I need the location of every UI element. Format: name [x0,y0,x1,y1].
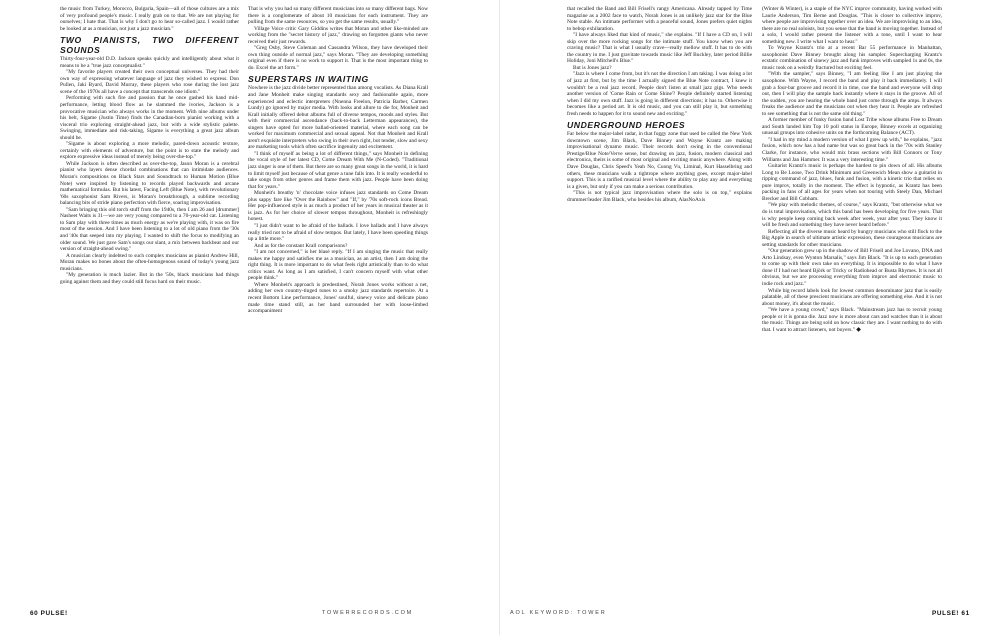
paragraph: "My generation is much lazier. But in the '50s, black musicians had things going against them and they could still focus hard on their music. [60,272,239,285]
right-folio: PULSE! 61 [932,610,970,617]
section-heading: UNDERGROUND HEROES [567,120,686,131]
paragraph: "I have always liked that kind of music," she explains. "If I have a CD on, I will skip over the more rocking songs for the intimate stuff. You know when you are craving music? That is what I usually crave—really mellow stuff. It has to do with the country in me. I just gravitate towards music like Jeff Buckley, later period Billie Holiday, Joni Mitchell's Blue." [567,32,752,65]
paragraph: "With the sampler," says Binney, "I am feeling like I am just playing the saxophone. With Wayne, I record the band and play it back immediately. I will grab a four-bar groove and record it in time, cue the band and everyone will drop out, then I will play the sample back instantly where it stays in the groove. All of the sudden, you are hearing the whole band just come through the amps. It always freaks the audience and the musicians out when they hear it. People are refreshed to see something that is not the same old thing." [762,71,942,117]
closing-paragraph: "We have a young crowd," says Black. "Mainstream jazz has to recruit young people or it is gonna die. Jazz now is more about cars and watches than it is about the music. Things are being sold on how classic they are. I want nothing to do with that. I want to attract listeners, not buyers." [762,307,942,333]
paragraph: "I am not concerned," is her blasé reply. "If I am singing the music that really makes me happy and satisfies me as a musician, as an artist, then I am doing the right thing. It is more important to do what feels right artistically than to do what critics want. As long as I am satisfied, I can't concern myself with what other people think." [248,249,428,282]
paragraph: That is why you had so many different musicians into so many different bags. Now there is a conglomerate of about 10 musicians for each instrument. They are pulling from the same resources, so you get the same results, usually." [248,6,428,26]
paragraph: While Jackson is often described as over-the-top, Jason Moran is a cerebral pianist who layers dense chordal combinations that can intimidate audiences. Moran's compositions on Black Stars and Soundtrack to Human Motion (Blue Note) were inspired by listening to records played backwards and arcane mathematical formulas. But his latest, Facing Left (Blue Note), with revolutionary '60s saxophonist Sam Rivers, is Moran's breakthrough, a sublime recording balancing bits of stride piano perfection with fierce, soaring improvisation. [60,160,239,207]
paragraph: "I just didn't want to be afraid of the ballads. I love ballads and I have always really tried not to be afraid of slow tempos. But lately, I have been speeding things up a little more." [248,222,428,243]
paragraph: (Winter & Winter), is a staple of the NYC improv community, having worked with Laurie Anderson, Tim Berne and Douglas. "This is closer to collective improv, where people are improvising together over an idea. We are improvising to an idea, there are no real soloists, but you sense that the band is moving together. Instead of a solo, I would rather present the listener with a tone, until I want to hear something new. I write what I want to hear." [762,6,942,45]
left-footer-url: TOWERRECORDS.COM [322,610,414,616]
paragraph: "Jazz is where I come from, but it's not the direction I am taking. I was doing a lot of jazz at first, but by the time I actually signed the Blue Note contract, I knew it wouldn't be a real jazz record. People don't listen at small jazz gigs. Who needs another version of 'Come Rain or Come Shine'? People definitely started listening when I did my own stuff. Jazz is going in different directions; it has to. Otherwise it becomes like a period art. It is old music, and you can still play it, but something fresh needs to happen for it to sound new and exciting." [567,71,752,117]
paragraph: Reflecting all the diverse music heard by hungry musicians who still flock to the Big Apple in search of ultimate artistic expression, these courageous musicians are setting standards for other musicians. [762,228,942,248]
paragraph: "We play with melodic themes, of course," says Krantz, "but otherwise what we do is total improvisation, which this band has been developing for five years. That is why people keep coming back week after week, year after year. They know it will be fresh and something they have never heard before." [762,202,942,229]
paragraph: Village Voice critic Gary Giddins writes that Moran and other like-minded are working from the "secret history of jazz," drawing on forgotten giants who never received their just rewards. [248,25,428,45]
right-footer-keyword: AOL KEYWORD: TOWER [510,610,607,616]
right-page-column-1 [567,6,752,598]
left-page-column-1 [60,6,239,598]
paragraph: A former member of funky fusion band Lost Tribe whose albums Free to Dream and South landed him Top 10 poll status in Europe, Binney excels at organizing unusual groups into cohesive units on the forthcoming Balance (ACT). [762,117,942,137]
paragraph: "Our generation grew up in the shadow of Bill Frisell and Joe Lovano, DNA and Arto Lindsay, even Wynton Marsalis," says Jim Black. "It is up to each generation to come up with their own take on everything. It is impossible to do what I have done if I had not heard Björk or Tricky or Radiohead or Busta Rhymes. It is not all obvious, but we are processing everything from improv and electronic music to indie rock and jazz." [762,248,942,287]
section-heading: SUPERSTARS IN WAITING [248,74,369,85]
paragraph: Nowhere is the jazz divide better represented than among vocalists. As Diana Krall and Jane Monheit make singing standards sexy and fashionable again, more experienced and eclectic interpreters (Nnenna Freelon, Patricia Barber, Carmen Lundy) go ignored by major media. With looks and allure to die for, Monheit and Krall initially offered debut albums full of diverse tempos, moods and styles. But with their commercial ascendance (back-to-back Letterman appearances), the singers have opted for more ballad-oriented material, where each song can be worked for maximum commercial and sexual appeal. Not that Monheit and Krall aren't exquisite interpreters who swing in their own right, but tender, slow and sexy are marketing tools which often sacrifice ingenuity and excitement. [248,85,428,151]
paragraph: that recalled the Band and Bill Frisell's rangy Americana. Already tapped by Time magazine as a 2002 face to watch, Norah Jones is an unlikely jazz star for the Blue Note stable. An intimate performer with a peaceful sound, Jones prefers quiet nights to bebop exhilaration. [567,6,752,32]
left-page-column-2 [248,6,428,598]
paragraph: "I think of myself as being a lot of different things," says Monheit in defining the vocal style of her latest CD, Come Dream With Me (N-Coded). "Traditional jazz singer is one of them. But there are so many great songs in the world, it is hard to limit myself just because of what genre a tune falls into. It is really wonderful to take songs from other genres and frame them with jazz. People have been doing that for years." [248,150,428,190]
paragraph: But is Jones jazz? [573,64,612,71]
paragraph: "My favorite players created their own conceptual universes. They had their own way of expressing whatever language of jazz they wished to express. Don Pullen, Jaki Byard, David Murray, these players who rose during the lost jazz scene of the 1970s all have a concept that transcends one idiom." [60,69,239,95]
right-page-column-2 [762,6,942,598]
paragraph: "Sam bringing this old torch stuff from the 1940s, then I am 26 and [drummer] Nasheet Waits is 31—we are very young compared to a 70-year-old cat. Listening to Sam play with three times as much energy as we're playing with, it was on fire most of the session. And I have been listening to a lot of old piano from the '30s and '40s that seeped into my playing. I wanted to shift the focus to modifying an older sound. We just gave Sam's songs our slant, a mix between backbeat and our version of straight-ahead swing." [60,206,239,253]
paragraph: And as for the constant Krall comparisons? [254,242,348,249]
paragraph: "Greg Osby, Steve Coleman and Cassandra Wilson, they have developed their own thing outside of normal jazz," says Moran. "They are developing something original even if there is no work to support it. That is the most important thing to do. Excel the art form." [248,45,428,71]
paragraph: A musician clearly indebted to such complex musicians as pianist Andrew Hill, Moran makes no bones about the often-homogenous sound of today's young jazz musicians. [60,252,239,272]
paragraph: Guitarist Krantz's music is perhaps the hardest to pin down of all. His albums Long to Be Loose, Two Drink Minimum and Greenwich Mean show a guitarist in ripping command of jazz, blues, funk and fusion, with a kinetic trio that relies on pure improv, totally in the moment. The effect is hypnotic, as Krantz has been packing in fans of all ages for years when not touring with Steely Dan, Michael Brecker and Bill Cobham. [762,163,942,202]
paragraph: Thirty-four-year-old D.D. Jackson speaks quickly and intelligently about what it means to be a "true jazz conceptualist." [60,56,239,69]
paragraph: Where Monheit's approach is predestined, Norah Jones works without a net, adding her own country-tinged tunes to a smoky jazz standards repertoire. At a recent Bottom Line performance, Jones' soulful, sinewy voice and delicate piano made time stand still, as her band surrounded her with loose-limbed accompaniment [248,281,428,315]
paragraph: "Sigame is about exploring a more melodic, pared-down acoustic texture, certainly with elements of adventure, but the point is to state the melody and explore expressive ideas instead of merely being over-the-top." [60,141,239,161]
section-heading: TWO PIANISTS, TWO DIFFERENT SOUNDS [60,35,239,56]
paragraph: "I had in my mind a modern version of what I grew up with," he explains, "jazz fusion, which now has a bad name but was so great back in the '70s with Stanley Clarke, for instance, who would mix brass sections with Bill Connors or Tony Williams and Jan Hammer. It was a very interesting time." [762,136,942,163]
page-gutter [499,0,500,635]
paragraph: Monheit's breathy 'n' chocolate voice infuses jazz standards on Come Dream plus sappy fare like "Over the Rainbow" and "If," by '70s soft-rock icons Bread. Her pop-influenced style is as much a product of her years in musical theater as it is jazz. As for her choice of slower tempos throughout, Monheit is refreshingly honest. [248,190,428,223]
paragraph: Far below the major-label radar, in that foggy zone that used be called the New York downtown scene, Jim Black, Dave Binney and Wayne Krantz are making improvisational dynamo music. Their records don't swing in the conventional Prestige/Blue Note/Verve sense, but drawing on jazz, fusion, modern classical and electronica, theirs is some of most original and exciting music anywhere. Along with Dave Douglas, Chris Speed's Yeah No, Cuong Vu, Liminal, Kurt Hasselbring and others, these musicians walk a tightrope where anything goes, except major-label support. This is a rarified musical level where the ability to play any and everything is a given, but only if you can make a serious contribution. [567,131,752,190]
left-folio: 60 PULSE! [30,610,68,617]
paragraph: the music from Turkey, Morocco, Bulgaria, Spain—all of those cultures are a mix of very profound people's music. I really grab on to that. We are not playing for ourselves; I hate that. That is why I don't go to hear so-called jazz. I would rather be looked at as a musician, not just a jazz musician." [60,6,239,32]
paragraph: "This is not typical jazz improvisation where the solo is on top," explains drummer/leader Jim Black, who besides his album, AlasNoAxis [567,190,752,203]
paragraph [762,307,942,333]
paragraph: To Wayne Krantz's trio at a recent Bar 55 performance in Manhattan, saxophonist Dave Binney brought along his sampler. Supercharging Krantz's ecstatic combination of sinewy jazz and funk improves with sampled 1s and 0s, the music took on a weirdly fractured but exciting feel. [762,45,942,71]
paragraph: Performing with such fire and passion that he once gashed his hand mid-performance, letting blood flow as he slammed the ivories, Jackson is a provocative musician who always works in the moment. With nine albums under his belt, Sigame (Justin Time) finds the Canadian-born pianist working with a visceral trio exploring straight-ahead jazz, but with a wide stylistic palette. Swinging, immediate and risk-taking, Sigame is everything a great jazz album should be. [60,95,239,141]
paragraph: While big record labels look for lowest common denominator jazz that is easily palatable, all of these prescient musicians are offering something else. And it is not about money, it's about the music. [762,287,942,307]
end-mark-icon: ◆ [856,326,861,333]
